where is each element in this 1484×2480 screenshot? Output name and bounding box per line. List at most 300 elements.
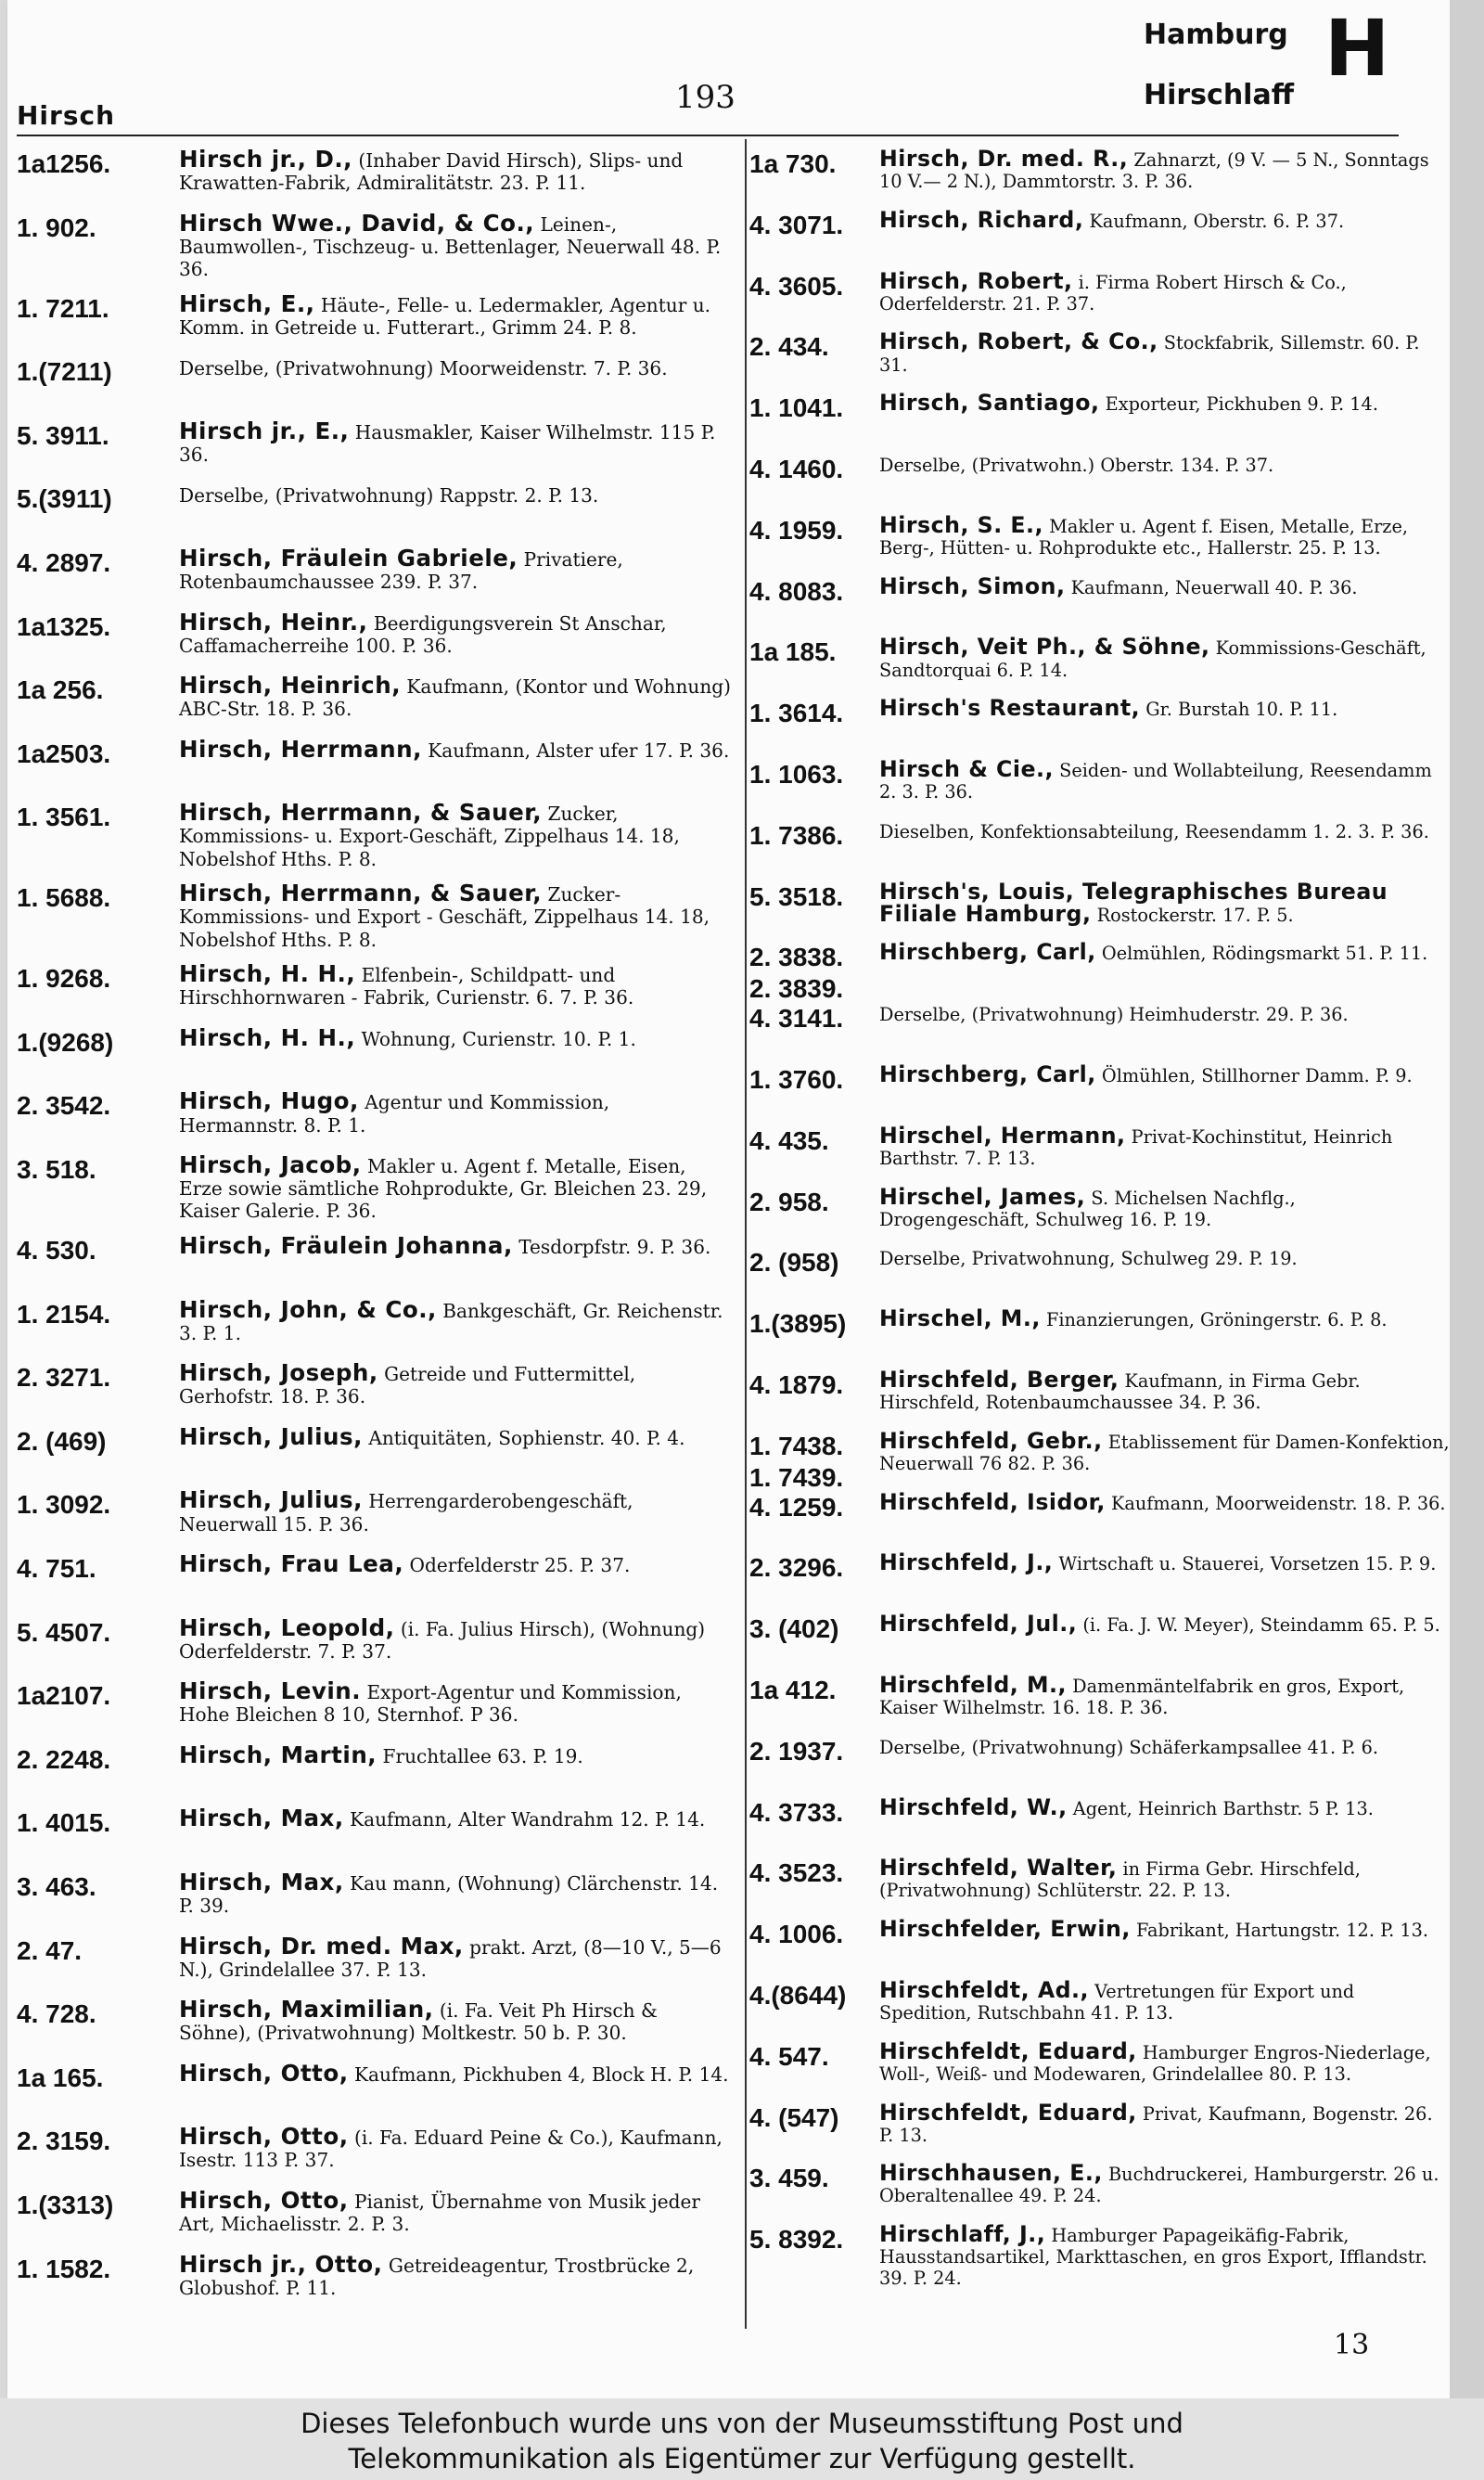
entry-details: in Firma Gebr. Hirschfeld, (Privatwohnung) Schlüterstr. 22. P. 13. bbox=[879, 1858, 1361, 1902]
entry-text bbox=[179, 1486, 731, 1536]
entry-text bbox=[879, 1857, 1450, 1901]
phone-number: 1. 3614. bbox=[749, 699, 844, 728]
phone-number: 4.(8644) bbox=[749, 1980, 847, 2010]
directory-entry bbox=[749, 148, 1450, 198]
entry-details: Leinen-, Baumwollen-, Tischzeug- u. Bettenlager, Neuerwall 48. P. 36. bbox=[179, 212, 722, 280]
entry-text bbox=[879, 1183, 1450, 1230]
entry-text bbox=[179, 672, 731, 721]
entry-text bbox=[879, 1671, 1450, 1719]
entry-name: Hirsch, Hugo, bbox=[179, 1087, 359, 1115]
entry-text bbox=[879, 392, 1450, 415]
entry-details: Hamburger Papageikäfig-Fabrik, Hausstandsartikel, Markttaschen, en gros Export, Ifflandstr. 39. P. 24. bbox=[879, 2225, 1427, 2290]
phone-number: 1. 7386. bbox=[749, 820, 844, 850]
entry-name: Hirsch jr., Otto, bbox=[179, 2250, 383, 2278]
entry-name: Hirsch & Cie., bbox=[879, 755, 1054, 782]
directory-entry bbox=[749, 1976, 1450, 2029]
entry-text bbox=[179, 544, 731, 594]
entry-text bbox=[879, 1736, 1450, 1758]
entry-text bbox=[879, 1122, 1450, 1169]
entry-text bbox=[879, 878, 1450, 927]
entry-text bbox=[179, 1998, 731, 2044]
phone-number: 2. 1937. bbox=[749, 1736, 844, 1766]
entry-text bbox=[179, 1549, 731, 1577]
entry-details: Dieselben, Konfektionsabteilung, Reesendamm 1. 2. 3. P. 36. bbox=[879, 820, 1429, 842]
phone-number: 1a 256. bbox=[17, 675, 104, 705]
entry-text bbox=[179, 960, 731, 1009]
entry-text bbox=[879, 939, 1450, 966]
phone-number: 4. 1006. bbox=[749, 1920, 844, 1949]
entry-text bbox=[879, 1793, 1450, 1820]
entry-details: Makler u. Agent f. Eisen, Metalle, Erze, Berg-, Hütten- u. Rohprodukte etc., Hallerstr. 25. P. 13. bbox=[879, 515, 1408, 559]
entry-text bbox=[879, 820, 1450, 842]
entry-details: Export-Agentur und Kommission, Hohe Bleichen 8 10, Sternhof. P 36. bbox=[179, 1681, 682, 1727]
entry-details: Derselbe, (Privatwohnung) Moorweidenstr. 7. P. 36. bbox=[179, 357, 668, 380]
directory-entry bbox=[749, 878, 1450, 931]
phone-number: 2. 3271. bbox=[17, 1363, 111, 1393]
entry-name: Hirschfeld, Jul., bbox=[879, 1611, 1078, 1638]
entry-name: Hirsch, Max, bbox=[179, 1805, 344, 1832]
entry-details: Seiden- und Wollabteilung, Reesendamm 2. 3. P. 36. bbox=[879, 759, 1432, 803]
directory-entry bbox=[749, 1366, 1450, 1419]
page-footer-number: 13 bbox=[1334, 2329, 1370, 2361]
entry-details: Hausmakler, Kaiser Wilhelmstr. 115 P. 36. bbox=[179, 420, 716, 466]
entry-name: Hirsch, H. H., bbox=[179, 960, 356, 988]
directory-entry bbox=[749, 755, 1450, 808]
phone-number: 4. 2897. bbox=[17, 547, 111, 577]
directory-entry bbox=[749, 1427, 1450, 1492]
entry-name: Hirschberg, Carl, bbox=[879, 939, 1096, 966]
entry-details: Gr. Burstah 10. P. 11. bbox=[1145, 699, 1338, 721]
entry-name: Hirsch, H. H., bbox=[179, 1023, 356, 1051]
entry-details: Kaufmann, Alter Wandrahm 12. P. 14. bbox=[350, 1808, 706, 1831]
entry-details: Privat-Kochinstitut, Heinrich Barthstr. 7. P. 13. bbox=[879, 1125, 1393, 1169]
phone-number: 1. 9268. bbox=[17, 964, 111, 994]
page-number: 193 bbox=[675, 79, 736, 116]
phone-number: 2. 47. bbox=[17, 1935, 83, 1965]
entry-name: Hirsch, Leopold, bbox=[179, 1613, 395, 1641]
entry-details: Derselbe, (Privatwohnung) Heimhuderstr. 29. P. 36. bbox=[879, 1004, 1349, 1026]
directory-entry bbox=[17, 148, 731, 199]
entry-details: Elfenbein-, Schildpatt- und Hirschhornwaren - Fabrik, Curienstr. 6. 7. P. 36. bbox=[179, 964, 634, 1009]
directory-entry bbox=[17, 1613, 731, 1668]
directory-entry bbox=[17, 1677, 731, 1731]
entry-details: prakt. Arzt, (8—10 V., 5—6 N.), Grindelallee 37. P. 13. bbox=[179, 1935, 722, 1981]
entry-details: (i. Fa. Veit Ph Hirsch & Söhne), (Privatwohnung) Moltkestr. 50 b. P. 30. bbox=[179, 1999, 658, 2045]
entry-details: Tesdorpfstr. 9. P. 36. bbox=[518, 1236, 711, 1258]
entry-details: Derselbe, (Privatwohnung) Rappstr. 2. P. 13. bbox=[179, 484, 599, 508]
entry-details: Ölmühlen, Stillhorner Damm. P. 9. bbox=[1101, 1064, 1413, 1086]
phone-number: 1. 3092. bbox=[17, 1490, 111, 1520]
entry-name: Hirsch, Fräulein Gabriele, bbox=[179, 544, 518, 572]
directory-entry bbox=[17, 1741, 731, 1795]
entry-text bbox=[179, 882, 731, 950]
entry-details: Fabrikant, Hartungstr. 12. P. 13. bbox=[1135, 1920, 1429, 1942]
entry-details: Getreide und Futtermittel, Gerhofstr. 18. P. 36. bbox=[179, 1363, 636, 1408]
phone-number: 1. 5688. bbox=[17, 883, 111, 913]
phone-number: 1. 7438. 1. 7439. bbox=[749, 1431, 844, 1492]
entry-name: Hirschfeld, Walter, bbox=[879, 1855, 1118, 1882]
entry-details: Buchdruckerei, Hamburgerstr. 26 u. Oberaltenallee 49. P. 24. bbox=[879, 2164, 1439, 2207]
phone-number: 5. 4507. bbox=[17, 1617, 111, 1647]
directory-entry bbox=[17, 1549, 731, 1604]
entry-name: Hirschfeld, Berger, bbox=[879, 1366, 1119, 1393]
phone-number: 4. 8083. bbox=[749, 576, 844, 606]
phone-number: 4. 1959. bbox=[749, 515, 844, 545]
entry-name: Hirsch, John, & Co., bbox=[179, 1295, 437, 1323]
entry-text bbox=[879, 1549, 1450, 1576]
entry-text bbox=[179, 1422, 731, 1450]
directory-entry bbox=[749, 1003, 1450, 1052]
entry-details: Kaufmann, Oberstr. 6. P. 37. bbox=[1089, 210, 1345, 232]
entry-details: Makler u. Agent f. Metalle, Eisen, Erze sowie sämtliche Rohprodukte, Gr. Bleichen 23. 29, Kaiser Galerie. P. 36. bbox=[179, 1155, 708, 1223]
entry-details: Derselbe, (Privatwohnung) Schäferkampsallee 41. P. 6. bbox=[879, 1736, 1379, 1758]
directory-entry bbox=[17, 1486, 731, 1540]
entry-text bbox=[879, 1976, 1450, 2024]
directory-entry bbox=[749, 1916, 1450, 1968]
entry-name: Hirsch, Otto, bbox=[179, 2123, 349, 2151]
phone-number: 2. 3296. bbox=[749, 1553, 844, 1583]
entry-text bbox=[879, 1427, 1450, 1474]
entry-text bbox=[879, 1305, 1450, 1332]
entry-details: Antiquitäten, Sophienstr. 40. P. 4. bbox=[368, 1426, 685, 1449]
entry-text bbox=[879, 1247, 1450, 1269]
directory-entry bbox=[17, 356, 731, 407]
entry-text bbox=[179, 356, 731, 379]
footer-line-1: Dieses Telefonbuch wurde uns von der Museumsstiftung Post und bbox=[301, 2408, 1183, 2439]
entry-name: Hirsch, Santiago, bbox=[879, 390, 1100, 417]
running-head-left: Hirsch bbox=[17, 100, 116, 131]
phone-number: 1. 2154. bbox=[17, 1299, 111, 1329]
phone-number: 4. 3733. bbox=[749, 1797, 844, 1827]
phone-number: 4. 3605. bbox=[749, 271, 844, 301]
entry-name: Hirsch, Herrmann, & Sauer, bbox=[179, 799, 543, 827]
entry-name: Hirschfeldt, Eduard, bbox=[879, 2037, 1137, 2064]
entry-details: Häute-, Felle- u. Ledermakler, Agentur u. Komm. in Getreide u. Futterart., Grimm 24. P. 8. bbox=[179, 293, 711, 339]
phone-number: 1.(9268) bbox=[17, 1027, 114, 1057]
entry-text bbox=[179, 2059, 731, 2087]
directory-entry bbox=[749, 1671, 1450, 1724]
entry-details: Vertretungen für Export und Spedition, Rutschbahn 41. P. 13. bbox=[879, 1980, 1355, 2024]
entry-details: Etablissement für Damen-Konfektion, Neuerwall 76 82. P. 36. bbox=[879, 1431, 1450, 1474]
phone-number: 1. 1582. bbox=[17, 2254, 111, 2283]
entry-name: Hirschel, James, bbox=[879, 1183, 1086, 1210]
phone-number: 3. 459. bbox=[749, 2164, 829, 2193]
phone-number: 4. 530. bbox=[17, 1236, 96, 1265]
phone-number: 1. 3760. bbox=[749, 1064, 844, 1094]
entry-text bbox=[879, 1366, 1450, 1414]
entry-details: Pianist, Übernahme von Musik jeder Art, Michaelisstr. 2. P. 3. bbox=[179, 2190, 701, 2236]
entry-details: Kaufmann, (Kontor und Wohnung) ABC-Str. 18. P. 36. bbox=[179, 675, 731, 721]
entry-details: Agent, Heinrich Barthstr. 5 P. 13. bbox=[1072, 1797, 1374, 1819]
phone-number: 2. 434. bbox=[749, 332, 829, 362]
entry-details: Kaufmann, in Firma Gebr. Hirschfeld, Rotenbaumchaussee 34. P. 36. bbox=[879, 1369, 1361, 1414]
directory-entry bbox=[749, 939, 1450, 1004]
phone-number: 3. 518. bbox=[17, 1155, 96, 1185]
entry-name: Hirsch, Otto, bbox=[179, 2186, 349, 2214]
entry-text bbox=[879, 2099, 1450, 2146]
phone-number: 5.(3911) bbox=[17, 484, 112, 514]
entry-name: Hirschfelder, Erwin, bbox=[879, 1916, 1131, 1943]
entry-details: Oelmühlen, Rödingsmarkt 51. P. 11. bbox=[1101, 943, 1428, 965]
directory-entry bbox=[749, 1305, 1450, 1357]
entry-details: Kommissions-Geschäft, Sandtorquai 6. P. 14. bbox=[879, 637, 1426, 681]
entry-name: Hirsch, Martin, bbox=[179, 1741, 377, 1768]
entry-text bbox=[179, 799, 731, 870]
directory-entry bbox=[749, 1247, 1450, 1296]
entry-details: Derselbe, Privatwohnung, Schulweg 29. P. 19. bbox=[879, 1248, 1298, 1270]
entry-name: Hirsch, Veit Ph., & Söhne, bbox=[879, 634, 1210, 661]
directory-entry bbox=[17, 1023, 731, 1078]
header-rule bbox=[17, 135, 1399, 136]
entry-name: Hirsch's, Louis, Telegraphisches Bureau Filiale Hamburg, bbox=[879, 878, 1388, 927]
directory-entry bbox=[17, 1807, 731, 1858]
entry-text bbox=[179, 148, 731, 194]
entry-name: Hirsch, Max, bbox=[179, 1868, 344, 1895]
directory-entry bbox=[17, 1422, 731, 1477]
phone-number: 4. 751. bbox=[17, 1553, 96, 1583]
phone-number: 1a 165. bbox=[17, 2062, 104, 2092]
right-column bbox=[749, 148, 1450, 2301]
entry-name: Hirsch, Simon, bbox=[879, 572, 1066, 599]
phone-number: 5. 8392. bbox=[749, 2225, 844, 2255]
phone-number: 5. 3911. bbox=[17, 420, 109, 450]
entry-name: Hirsch, Julius, bbox=[179, 1486, 363, 1514]
entry-text bbox=[879, 1916, 1450, 1943]
phone-number: 2. 958. bbox=[749, 1187, 829, 1216]
phone-number: 4. 3071. bbox=[749, 210, 844, 239]
directory-entry bbox=[17, 1295, 731, 1350]
directory-entry bbox=[749, 1736, 1450, 1785]
phone-number: 1. 4015. bbox=[17, 1808, 111, 1838]
entry-text bbox=[179, 1232, 731, 1259]
left-column bbox=[17, 148, 731, 2317]
phone-number: 1a1256. bbox=[17, 149, 111, 178]
entry-name: Hirsch, Otto, bbox=[179, 2059, 349, 2087]
phone-number: 5. 3518. bbox=[749, 881, 844, 911]
entry-name: Hirsch, Joseph, bbox=[179, 1359, 378, 1387]
phone-number: 1.(7211) bbox=[17, 357, 112, 387]
entry-details: Zucker, Kommissions- u. Export-Geschäft, Zippelhaus 14. 18, Nobelshof Hths. P. 8. bbox=[179, 803, 680, 870]
phone-number: 2. (469) bbox=[17, 1426, 107, 1456]
directory-page bbox=[7, 0, 1450, 2398]
entry-details: Getreideagentur, Trostbrücke 2, Globushof. P. 11. bbox=[179, 2254, 695, 2299]
entry-name: Hirschfeld, M., bbox=[879, 1671, 1068, 1698]
directory-entry bbox=[17, 2123, 731, 2177]
directory-entry bbox=[749, 206, 1450, 259]
phone-number: 2. 3542. bbox=[17, 1091, 111, 1121]
entry-text bbox=[879, 1613, 1450, 1636]
directory-entry bbox=[17, 544, 731, 598]
entry-details: Agentur und Kommission, Hermannstr. 8. P. 1. bbox=[179, 1091, 610, 1137]
directory-entry bbox=[749, 2160, 1450, 2212]
entry-name: Hirsch jr., E., bbox=[179, 417, 350, 444]
entry-details: Fruchtallee 63. P. 19. bbox=[382, 1744, 583, 1767]
entry-details: Finanzierungen, Gröningerstr. 6. P. 8. bbox=[1045, 1309, 1388, 1331]
directory-entry bbox=[749, 392, 1450, 442]
entry-details: S. Michelsen Nachflg., Drogengeschäft, Schulweg 16. P. 19. bbox=[879, 1187, 1296, 1230]
entry-details: (i. Fa. Eduard Peine & Co.), Kaufmann, Isestr. 113 P. 37. bbox=[179, 2127, 723, 2172]
entry-text bbox=[879, 148, 1450, 192]
phone-number: 4. (547) bbox=[749, 2102, 839, 2132]
entry-text bbox=[179, 1741, 731, 1768]
entry-text bbox=[179, 417, 731, 466]
directory-entry bbox=[17, 1151, 731, 1223]
entry-name: Hirsch, Heinr., bbox=[179, 608, 368, 636]
directory-entry bbox=[17, 672, 731, 726]
entry-text bbox=[879, 328, 1450, 376]
phone-number: 4. 1259. bbox=[749, 1492, 844, 1522]
directory-entry bbox=[17, 2186, 731, 2241]
entry-details: Bankgeschäft, Gr. Reichenstr. 3. P. 1. bbox=[179, 1299, 723, 1344]
column-divider bbox=[745, 139, 747, 2329]
entry-name: Hirsch, Maximilian, bbox=[179, 1996, 434, 2024]
directory-entry bbox=[17, 1998, 731, 2050]
entry-details: Privatiere, Rotenbaumchaussee 239. P. 37. bbox=[179, 547, 623, 594]
entry-details: Kaufmann, Moorweidenstr. 18. P. 36. bbox=[1110, 1492, 1446, 1514]
directory-entry bbox=[17, 2250, 731, 2305]
entry-details: (i. Fa. J. W. Meyer), Steindamm 65. P. 5. bbox=[1082, 1614, 1440, 1637]
phone-number: 4. 3523. bbox=[749, 1858, 844, 1888]
directory-entry bbox=[17, 209, 731, 280]
entry-name: Hirschel, M., bbox=[879, 1305, 1041, 1332]
entry-name: Hirsch, Robert, bbox=[879, 267, 1073, 294]
entry-details: Kau mann, (Wohnung) Clärchenstr. 14. P. 39. bbox=[179, 1871, 719, 1918]
entry-name: Hirschhausen, E., bbox=[879, 2160, 1103, 2187]
directory-entry bbox=[749, 511, 1450, 564]
phone-number: 2. 2248. bbox=[17, 1744, 111, 1774]
phone-number: 4. 3141. bbox=[749, 1004, 844, 1034]
entry-details: Derselbe, (Privatwohn.) Oberstr. 134. P. 37. bbox=[879, 454, 1274, 476]
entry-details: Herrengarderobengeschäft, Neuerwall 15. P. 36. bbox=[179, 1490, 633, 1536]
phone-number: 2. 3159. bbox=[17, 2127, 111, 2156]
entry-text bbox=[179, 2186, 731, 2236]
phone-number: 2. 3838. 2. 3839. bbox=[749, 943, 844, 1004]
directory-entry bbox=[17, 417, 731, 471]
entry-details: Beerdigungsverein St Anschar, Caffamacherreihe 100. P. 36. bbox=[179, 611, 667, 657]
directory-entry bbox=[17, 1868, 731, 1922]
entry-text bbox=[179, 2250, 731, 2299]
phone-number: 1. 1063. bbox=[749, 759, 844, 789]
entry-text bbox=[879, 2037, 1450, 2085]
entry-text bbox=[179, 608, 731, 657]
entry-text bbox=[179, 1359, 731, 1408]
running-head-right: Hirschlaff bbox=[1144, 79, 1295, 111]
entry-text bbox=[179, 1151, 731, 1223]
directory-entry bbox=[749, 820, 1450, 869]
entry-details: Stockfabrik, Sillemstr. 60. P. 31. bbox=[879, 332, 1420, 376]
entry-name: Hirsch's Restaurant, bbox=[879, 695, 1141, 722]
entry-details: Privat, Kaufmann, Bogenstr. 26. P. 13. bbox=[879, 2102, 1433, 2146]
entry-text bbox=[879, 1060, 1450, 1087]
book-edge bbox=[1450, 0, 1484, 2398]
entry-details: Oderfelderstr 25. P. 37. bbox=[409, 1553, 631, 1576]
directory-entry bbox=[17, 1932, 731, 1986]
directory-entry bbox=[749, 267, 1450, 320]
entry-text bbox=[179, 1868, 731, 1918]
entry-text bbox=[879, 1003, 1450, 1025]
entry-name: Hirsch, S. E., bbox=[879, 511, 1044, 538]
directory-entry bbox=[17, 1359, 731, 1413]
entry-text bbox=[879, 572, 1450, 599]
entry-name: Hirsch, Dr. med. R., bbox=[879, 146, 1129, 172]
entry-details: Exporteur, Pickhuben 9. P. 14. bbox=[1105, 393, 1378, 416]
entry-name: Hirsch, Frau Lea, bbox=[179, 1549, 404, 1577]
entry-text bbox=[179, 289, 731, 339]
entry-name: Hirsch, Fräulein Johanna, bbox=[179, 1232, 513, 1259]
directory-entry bbox=[749, 328, 1450, 380]
directory-entry bbox=[17, 960, 731, 1014]
entry-name: Hirsch, Levin. bbox=[179, 1677, 362, 1705]
phone-number: 4. 728. bbox=[17, 1999, 96, 2029]
entry-details: Kaufmann, Neuerwall 40. P. 36. bbox=[1070, 576, 1358, 598]
entry-name: Hirschfeld, Isidor, bbox=[879, 1488, 1106, 1515]
entry-name: Hirsch jr., D., bbox=[179, 146, 352, 173]
footer-line-2: Telekommunikation als Eigentümer zur Verfügung gestellt. bbox=[348, 2443, 1136, 2474]
directory-entry bbox=[749, 1549, 1450, 1601]
entry-name: Hirschfeld, J., bbox=[879, 1549, 1054, 1576]
entry-text bbox=[179, 483, 731, 507]
phone-number: 4. 1879. bbox=[749, 1369, 844, 1399]
section-letter: H bbox=[1324, 3, 1390, 94]
entry-text bbox=[879, 1488, 1450, 1515]
directory-entry bbox=[749, 2099, 1450, 2152]
phone-number: 4. 1460. bbox=[749, 454, 844, 483]
phone-number: 1a 185. bbox=[749, 637, 837, 667]
entry-text bbox=[179, 1087, 731, 1137]
directory-entry bbox=[749, 636, 1450, 686]
directory-entry bbox=[17, 1232, 731, 1286]
entry-text bbox=[879, 511, 1450, 559]
phone-number: 1. 7211. bbox=[17, 293, 109, 323]
phone-number: 4. 547. bbox=[749, 2041, 829, 2071]
directory-entry bbox=[749, 2221, 1450, 2290]
entry-text bbox=[879, 636, 1450, 680]
directory-entry bbox=[749, 1857, 1450, 1907]
copyright-footer bbox=[0, 2398, 1484, 2480]
phone-number: 1.(3895) bbox=[749, 1309, 847, 1339]
entry-text bbox=[879, 695, 1450, 722]
directory-entry bbox=[17, 289, 731, 344]
entry-details: Wohnung, Curienstr. 10. P. 1. bbox=[361, 1027, 636, 1050]
entry-name: Hirsch, Jacob, bbox=[179, 1151, 362, 1179]
directory-entry bbox=[749, 454, 1450, 503]
phone-number: 1. 1041. bbox=[749, 393, 844, 423]
entry-name: Hirsch, Richard, bbox=[879, 206, 1084, 233]
directory-entry bbox=[17, 483, 731, 534]
entry-details: Zucker-Kommissions- und Export - Geschäft, Zippelhaus 14. 18, Nobelshof Hths. P. 8. bbox=[179, 883, 710, 951]
directory-entry bbox=[17, 1087, 731, 1141]
directory-entry bbox=[17, 799, 731, 870]
directory-entry bbox=[749, 2037, 1450, 2090]
entry-details: Wirtschaft u. Stauerei, Vorsetzen 15. P. 9. bbox=[1058, 1553, 1437, 1575]
entry-name: Hirsch, Herrmann, & Sauer, bbox=[179, 880, 543, 907]
entry-text bbox=[179, 1613, 731, 1663]
phone-number: 2. (958) bbox=[749, 1248, 839, 1278]
entry-name: Hirsch Wwe., David, & Co., bbox=[179, 209, 535, 237]
entry-details: i. Firma Robert Hirsch & Co., Oderfelderstr. 21. P. 37. bbox=[879, 271, 1347, 315]
entry-text bbox=[179, 209, 731, 280]
entry-text bbox=[879, 267, 1450, 315]
phone-number: 1. 3561. bbox=[17, 803, 111, 832]
entry-details: Damenmäntelfabrik en gros, Export, Kaiser Wilhelmstr. 16. 18. P. 36. bbox=[879, 1675, 1405, 1719]
directory-entry bbox=[17, 735, 731, 790]
entry-name: Hirschel, Hermann, bbox=[879, 1122, 1126, 1149]
directory-entry bbox=[749, 1488, 1450, 1541]
directory-entry bbox=[749, 1613, 1450, 1663]
phone-number: 1a 730. bbox=[749, 149, 837, 178]
entry-name: Hirschlaff, J., bbox=[879, 2221, 1046, 2248]
entry-text bbox=[879, 206, 1450, 233]
